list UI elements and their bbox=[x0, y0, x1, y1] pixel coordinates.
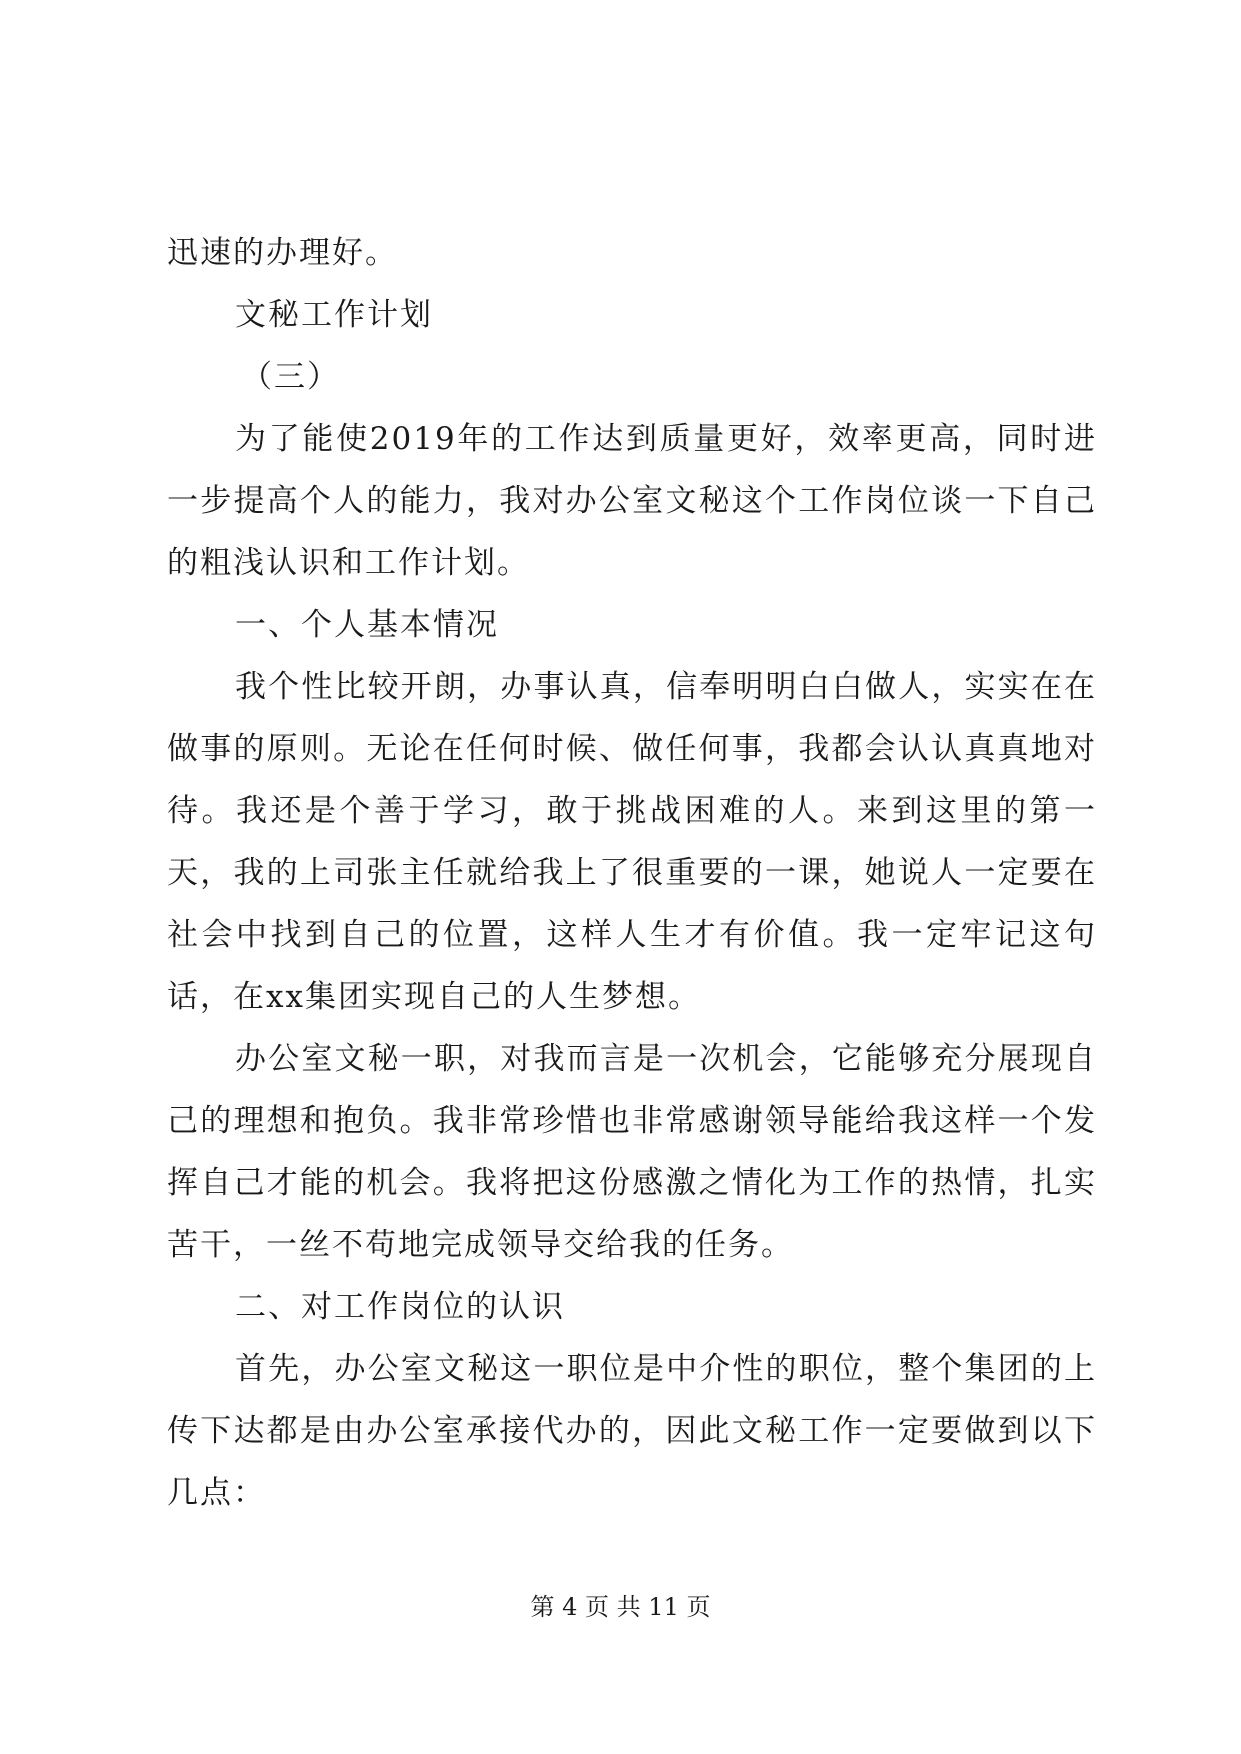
section-number: （三） bbox=[241, 359, 340, 395]
paragraph-first-point: 首先，办公室文秘这一职位是中介性的职位，整个集团的上传下达都是由办公室承接代办的，因此文秘工作一定要做到以下几点： bbox=[167, 1351, 1097, 1511]
paragraph-personality: 我个性比较开朗，办事认真，信奉明明白白做人，实实在在做事的原则。无论在任何时候、做任何事，我都会认认真真地对待。我还是个善于学习，敢于挑战困难的人。来到这里的第一天，我的上司张主任就给我上了很重要的一课，她说人一定要在社会中找到自己的位置，这样人生才有价值。我一定牢记这句话，在xx集团实现自己的人生梦想。 bbox=[167, 669, 1097, 1015]
paragraph-continuation: 迅速的办理好。 bbox=[167, 235, 398, 271]
section-title: 文秘工作计划 bbox=[235, 297, 433, 333]
document-body bbox=[167, 222, 1097, 1524]
heading-job-understanding: 二、对工作岗位的认识 bbox=[235, 1289, 565, 1325]
paragraph-opportunity: 办公室文秘一职，对我而言是一次机会，它能够充分展现自己的理想和抱负。我非常珍惜也非常感谢领导能给我这样一个发挥自己才能的机会。我将把这份感激之情化为工作的热情，扎实苦干，一丝不苟地完成领导交给我的任务。 bbox=[167, 1041, 1097, 1263]
paragraph-intro: 为了能使2019年的工作达到质量更好，效率更高，同时进一步提高个人的能力，我对办公室文秘这个工作岗位谈一下自己的粗浅认识和工作计划。 bbox=[167, 421, 1097, 581]
page-footer: 第 4 页 共 11 页 bbox=[530, 1593, 711, 1621]
heading-personal-info: 一、个人基本情况 bbox=[235, 607, 499, 643]
